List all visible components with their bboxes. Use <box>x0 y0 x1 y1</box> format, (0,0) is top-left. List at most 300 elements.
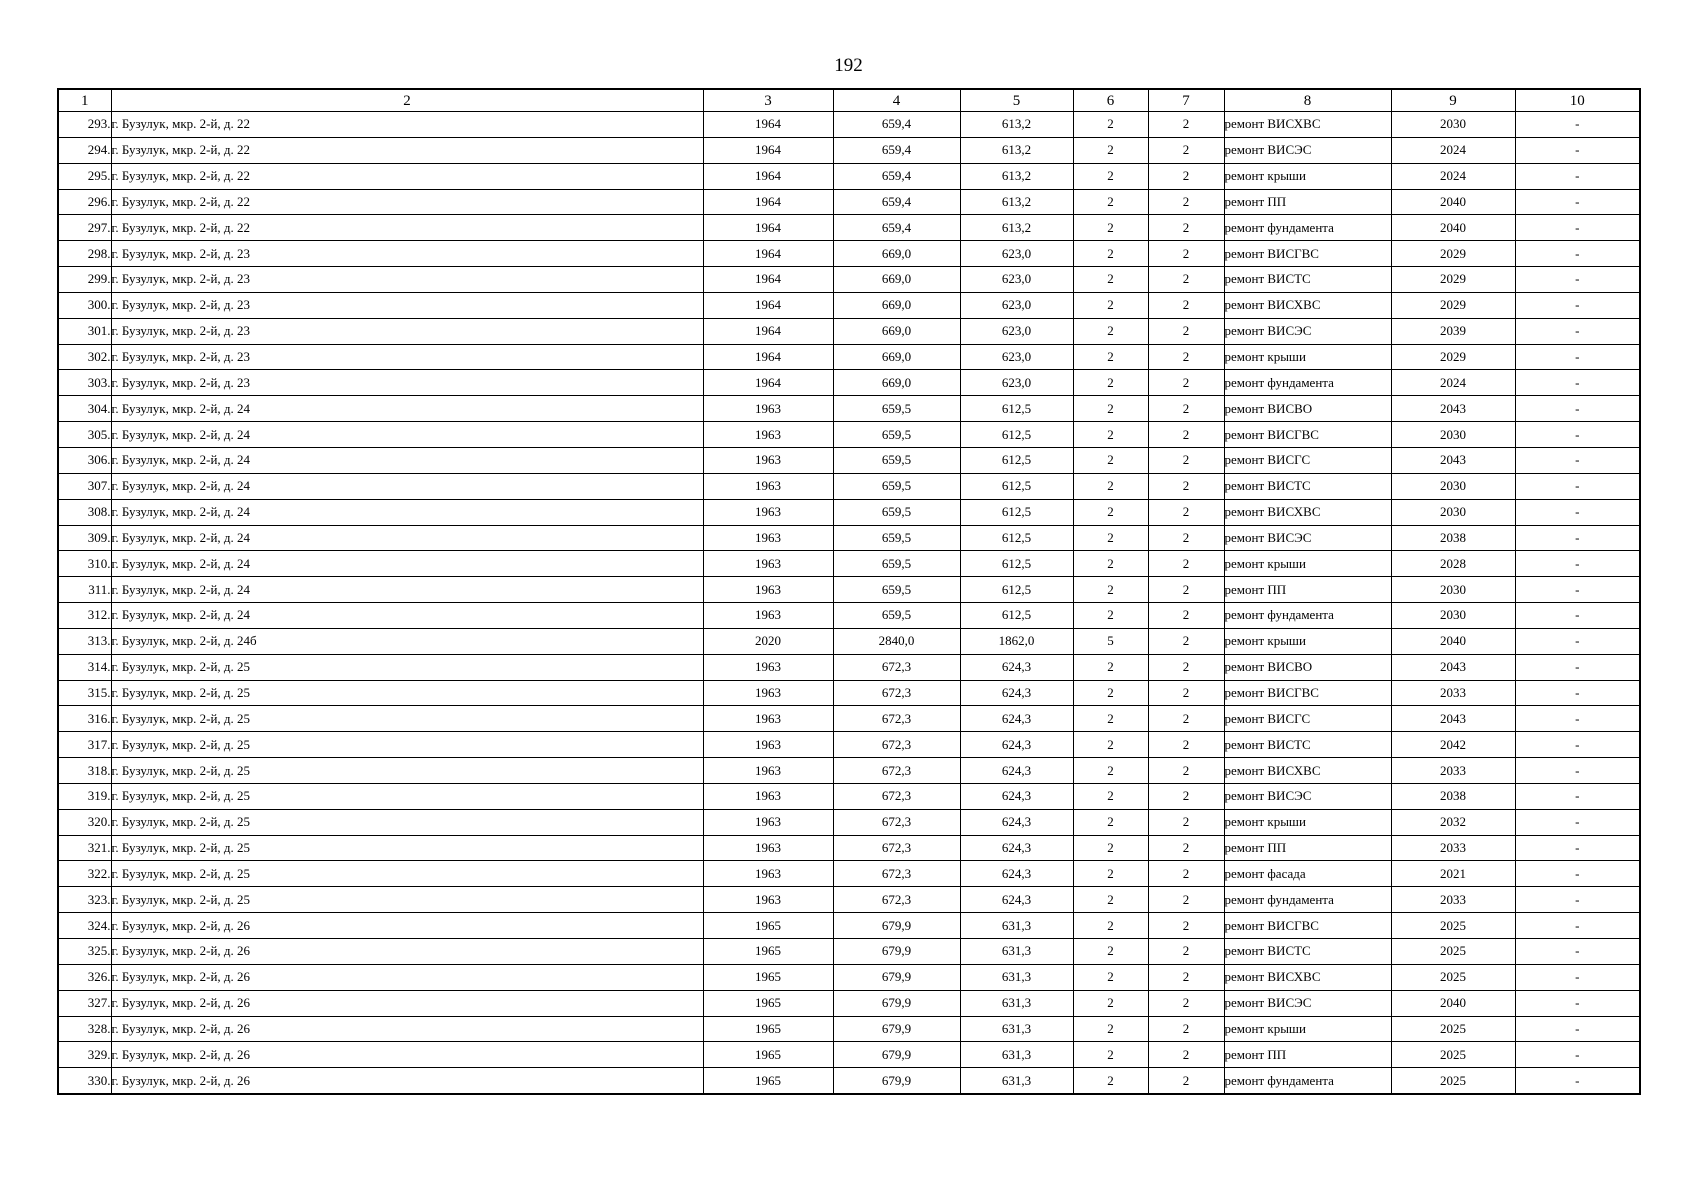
note-cell: - <box>1515 473 1640 499</box>
total-area-cell: 659,5 <box>833 603 960 629</box>
column-header: 10 <box>1515 89 1640 112</box>
address-cell: г. Бузулук, мкр. 2-й, д. 23 <box>111 267 703 293</box>
address-cell: г. Бузулук, мкр. 2-й, д. 24 <box>111 603 703 629</box>
build-year-cell: 1964 <box>703 370 833 396</box>
note-cell: - <box>1515 1068 1640 1094</box>
note-cell: - <box>1515 318 1640 344</box>
build-year-cell: 1964 <box>703 241 833 267</box>
living-area-cell: 631,3 <box>960 1016 1073 1042</box>
total-area-cell: 669,0 <box>833 292 960 318</box>
work-type-cell: ремонт крыши <box>1224 551 1391 577</box>
planned-year-cell: 2025 <box>1391 964 1515 990</box>
work-type-cell: ремонт ВИСЭС <box>1224 318 1391 344</box>
note-cell: - <box>1515 163 1640 189</box>
build-year-cell: 1963 <box>703 447 833 473</box>
entrances-cell: 2 <box>1148 783 1224 809</box>
planned-year-cell: 2033 <box>1391 887 1515 913</box>
living-area-cell: 624,3 <box>960 758 1073 784</box>
address-cell: г. Бузулук, мкр. 2-й, д. 26 <box>111 1068 703 1094</box>
work-type-cell: ремонт фундамента <box>1224 1068 1391 1094</box>
living-area-cell: 612,5 <box>960 447 1073 473</box>
row-number-cell: 325. <box>58 939 111 965</box>
work-type-cell: ремонт ВИСЭС <box>1224 990 1391 1016</box>
entrances-cell: 2 <box>1148 137 1224 163</box>
floors-cell: 2 <box>1073 163 1148 189</box>
total-area-cell: 672,3 <box>833 732 960 758</box>
total-area-cell: 672,3 <box>833 835 960 861</box>
row-number-cell: 323. <box>58 887 111 913</box>
row-number-cell: 316. <box>58 706 111 732</box>
row-number-cell: 297. <box>58 215 111 241</box>
address-cell: г. Бузулук, мкр. 2-й, д. 26 <box>111 1042 703 1068</box>
table-row <box>58 473 1640 499</box>
build-year-cell: 1965 <box>703 964 833 990</box>
build-year-cell: 1963 <box>703 499 833 525</box>
floors-cell: 2 <box>1073 654 1148 680</box>
row-number-cell: 307. <box>58 473 111 499</box>
row-number-cell: 306. <box>58 447 111 473</box>
table-row <box>58 215 1640 241</box>
living-area-cell: 631,3 <box>960 1068 1073 1094</box>
total-area-cell: 672,3 <box>833 783 960 809</box>
floors-cell: 2 <box>1073 473 1148 499</box>
build-year-cell: 1963 <box>703 835 833 861</box>
table-row <box>58 732 1640 758</box>
planned-year-cell: 2043 <box>1391 706 1515 732</box>
address-cell: г. Бузулук, мкр. 2-й, д. 23 <box>111 318 703 344</box>
floors-cell: 2 <box>1073 137 1148 163</box>
note-cell: - <box>1515 525 1640 551</box>
floors-cell: 2 <box>1073 499 1148 525</box>
living-area-cell: 613,2 <box>960 163 1073 189</box>
planned-year-cell: 2024 <box>1391 370 1515 396</box>
address-cell: г. Бузулук, мкр. 2-й, д. 26 <box>111 939 703 965</box>
work-type-cell: ремонт ВИСХВС <box>1224 499 1391 525</box>
planned-year-cell: 2040 <box>1391 628 1515 654</box>
total-area-cell: 669,0 <box>833 241 960 267</box>
planned-year-cell: 2030 <box>1391 577 1515 603</box>
work-type-cell: ремонт ВИСЭС <box>1224 525 1391 551</box>
total-area-cell: 672,3 <box>833 680 960 706</box>
row-number-cell: 298. <box>58 241 111 267</box>
entrances-cell: 2 <box>1148 913 1224 939</box>
address-cell: г. Бузулук, мкр. 2-й, д. 24 <box>111 473 703 499</box>
planned-year-cell: 2029 <box>1391 241 1515 267</box>
build-year-cell: 1964 <box>703 215 833 241</box>
repair-schedule-table <box>57 88 1641 1095</box>
work-type-cell: ремонт ВИСЭС <box>1224 137 1391 163</box>
row-number-cell: 328. <box>58 1016 111 1042</box>
column-header: 9 <box>1391 89 1515 112</box>
floors-cell: 2 <box>1073 215 1148 241</box>
living-area-cell: 624,3 <box>960 732 1073 758</box>
table-row <box>58 603 1640 629</box>
planned-year-cell: 2029 <box>1391 267 1515 293</box>
entrances-cell: 2 <box>1148 499 1224 525</box>
column-number-row <box>58 89 1640 112</box>
table-row <box>58 267 1640 293</box>
address-cell: г. Бузулук, мкр. 2-й, д. 24 <box>111 447 703 473</box>
row-number-cell: 309. <box>58 525 111 551</box>
entrances-cell: 2 <box>1148 939 1224 965</box>
note-cell: - <box>1515 241 1640 267</box>
living-area-cell: 612,5 <box>960 499 1073 525</box>
planned-year-cell: 2032 <box>1391 809 1515 835</box>
total-area-cell: 659,4 <box>833 137 960 163</box>
build-year-cell: 1963 <box>703 680 833 706</box>
total-area-cell: 679,9 <box>833 1016 960 1042</box>
build-year-cell: 1964 <box>703 318 833 344</box>
build-year-cell: 1963 <box>703 525 833 551</box>
work-type-cell: ремонт ВИСТС <box>1224 732 1391 758</box>
table-row <box>58 422 1640 448</box>
floors-cell: 2 <box>1073 887 1148 913</box>
total-area-cell: 2840,0 <box>833 628 960 654</box>
row-number-cell: 296. <box>58 189 111 215</box>
floors-cell: 2 <box>1073 861 1148 887</box>
address-cell: г. Бузулук, мкр. 2-й, д. 26 <box>111 1016 703 1042</box>
table-row <box>58 654 1640 680</box>
floors-cell: 2 <box>1073 525 1148 551</box>
build-year-cell: 1965 <box>703 1016 833 1042</box>
total-area-cell: 679,9 <box>833 913 960 939</box>
note-cell: - <box>1515 654 1640 680</box>
note-cell: - <box>1515 861 1640 887</box>
total-area-cell: 669,0 <box>833 370 960 396</box>
total-area-cell: 659,5 <box>833 525 960 551</box>
entrances-cell: 2 <box>1148 292 1224 318</box>
total-area-cell: 659,5 <box>833 551 960 577</box>
work-type-cell: ремонт ВИСВО <box>1224 654 1391 680</box>
table-row <box>58 809 1640 835</box>
row-number-cell: 304. <box>58 396 111 422</box>
total-area-cell: 679,9 <box>833 990 960 1016</box>
build-year-cell: 1964 <box>703 112 833 138</box>
living-area-cell: 624,3 <box>960 706 1073 732</box>
row-number-cell: 326. <box>58 964 111 990</box>
note-cell: - <box>1515 137 1640 163</box>
note-cell: - <box>1515 913 1640 939</box>
planned-year-cell: 2040 <box>1391 990 1515 1016</box>
build-year-cell: 1963 <box>703 577 833 603</box>
floors-cell: 2 <box>1073 990 1148 1016</box>
build-year-cell: 1964 <box>703 267 833 293</box>
entrances-cell: 2 <box>1148 861 1224 887</box>
living-area-cell: 612,5 <box>960 551 1073 577</box>
work-type-cell: ремонт фундамента <box>1224 603 1391 629</box>
address-cell: г. Бузулук, мкр. 2-й, д. 26 <box>111 990 703 1016</box>
planned-year-cell: 2040 <box>1391 215 1515 241</box>
living-area-cell: 624,3 <box>960 809 1073 835</box>
table-row <box>58 706 1640 732</box>
note-cell: - <box>1515 783 1640 809</box>
entrances-cell: 2 <box>1148 732 1224 758</box>
build-year-cell: 1965 <box>703 1068 833 1094</box>
table-row <box>58 344 1640 370</box>
work-type-cell: ремонт крыши <box>1224 1016 1391 1042</box>
total-area-cell: 659,4 <box>833 215 960 241</box>
floors-cell: 2 <box>1073 344 1148 370</box>
entrances-cell: 2 <box>1148 680 1224 706</box>
living-area-cell: 624,3 <box>960 783 1073 809</box>
total-area-cell: 672,3 <box>833 706 960 732</box>
planned-year-cell: 2030 <box>1391 422 1515 448</box>
entrances-cell: 2 <box>1148 654 1224 680</box>
address-cell: г. Бузулук, мкр. 2-й, д. 25 <box>111 758 703 784</box>
note-cell: - <box>1515 112 1640 138</box>
planned-year-cell: 2033 <box>1391 835 1515 861</box>
address-cell: г. Бузулук, мкр. 2-й, д. 23 <box>111 292 703 318</box>
table-row <box>58 680 1640 706</box>
column-header: 6 <box>1073 89 1148 112</box>
floors-cell: 2 <box>1073 964 1148 990</box>
floors-cell: 2 <box>1073 809 1148 835</box>
work-type-cell: ремонт ВИСХВС <box>1224 292 1391 318</box>
floors-cell: 2 <box>1073 447 1148 473</box>
floors-cell: 2 <box>1073 189 1148 215</box>
table-row <box>58 241 1640 267</box>
note-cell: - <box>1515 809 1640 835</box>
planned-year-cell: 2030 <box>1391 473 1515 499</box>
planned-year-cell: 2024 <box>1391 137 1515 163</box>
address-cell: г. Бузулук, мкр. 2-й, д. 24 <box>111 577 703 603</box>
table-body <box>58 112 1640 1095</box>
work-type-cell: ремонт фундамента <box>1224 370 1391 396</box>
row-number-cell: 324. <box>58 913 111 939</box>
work-type-cell: ремонт крыши <box>1224 344 1391 370</box>
total-area-cell: 669,0 <box>833 267 960 293</box>
floors-cell: 2 <box>1073 577 1148 603</box>
floors-cell: 2 <box>1073 422 1148 448</box>
build-year-cell: 1964 <box>703 137 833 163</box>
entrances-cell: 2 <box>1148 603 1224 629</box>
note-cell: - <box>1515 603 1640 629</box>
row-number-cell: 303. <box>58 370 111 396</box>
note-cell: - <box>1515 267 1640 293</box>
total-area-cell: 659,4 <box>833 112 960 138</box>
address-cell: г. Бузулук, мкр. 2-й, д. 22 <box>111 189 703 215</box>
living-area-cell: 624,3 <box>960 861 1073 887</box>
table-row <box>58 292 1640 318</box>
note-cell: - <box>1515 292 1640 318</box>
planned-year-cell: 2029 <box>1391 292 1515 318</box>
row-number-cell: 319. <box>58 783 111 809</box>
note-cell: - <box>1515 835 1640 861</box>
floors-cell: 2 <box>1073 758 1148 784</box>
address-cell: г. Бузулук, мкр. 2-й, д. 25 <box>111 654 703 680</box>
floors-cell: 2 <box>1073 292 1148 318</box>
build-year-cell: 2020 <box>703 628 833 654</box>
note-cell: - <box>1515 758 1640 784</box>
floors-cell: 2 <box>1073 241 1148 267</box>
entrances-cell: 2 <box>1148 551 1224 577</box>
total-area-cell: 672,3 <box>833 887 960 913</box>
build-year-cell: 1963 <box>703 861 833 887</box>
planned-year-cell: 2025 <box>1391 913 1515 939</box>
planned-year-cell: 2021 <box>1391 861 1515 887</box>
living-area-cell: 624,3 <box>960 654 1073 680</box>
row-number-cell: 312. <box>58 603 111 629</box>
table-row <box>58 835 1640 861</box>
address-cell: г. Бузулук, мкр. 2-й, д. 25 <box>111 861 703 887</box>
living-area-cell: 631,3 <box>960 939 1073 965</box>
address-cell: г. Бузулук, мкр. 2-й, д. 24 <box>111 422 703 448</box>
work-type-cell: ремонт ВИСТС <box>1224 939 1391 965</box>
planned-year-cell: 2024 <box>1391 163 1515 189</box>
work-type-cell: ремонт ВИСГВС <box>1224 913 1391 939</box>
total-area-cell: 659,5 <box>833 422 960 448</box>
note-cell: - <box>1515 447 1640 473</box>
total-area-cell: 659,5 <box>833 577 960 603</box>
address-cell: г. Бузулук, мкр. 2-й, д. 26 <box>111 964 703 990</box>
living-area-cell: 612,5 <box>960 577 1073 603</box>
living-area-cell: 613,2 <box>960 189 1073 215</box>
entrances-cell: 2 <box>1148 1068 1224 1094</box>
build-year-cell: 1963 <box>703 783 833 809</box>
work-type-cell: ремонт ВИСТС <box>1224 267 1391 293</box>
entrances-cell: 2 <box>1148 990 1224 1016</box>
floors-cell: 2 <box>1073 603 1148 629</box>
table-row <box>58 189 1640 215</box>
living-area-cell: 623,0 <box>960 292 1073 318</box>
table-row <box>58 112 1640 138</box>
total-area-cell: 669,0 <box>833 318 960 344</box>
row-number-cell: 320. <box>58 809 111 835</box>
row-number-cell: 329. <box>58 1042 111 1068</box>
column-header: 5 <box>960 89 1073 112</box>
row-number-cell: 322. <box>58 861 111 887</box>
table-row <box>58 1068 1640 1094</box>
note-cell: - <box>1515 1042 1640 1068</box>
table-row <box>58 887 1640 913</box>
row-number-cell: 301. <box>58 318 111 344</box>
living-area-cell: 613,2 <box>960 215 1073 241</box>
total-area-cell: 659,5 <box>833 396 960 422</box>
work-type-cell: ремонт фундамента <box>1224 215 1391 241</box>
floors-cell: 2 <box>1073 835 1148 861</box>
note-cell: - <box>1515 1016 1640 1042</box>
planned-year-cell: 2025 <box>1391 1016 1515 1042</box>
total-area-cell: 672,3 <box>833 758 960 784</box>
floors-cell: 2 <box>1073 1016 1148 1042</box>
entrances-cell: 2 <box>1148 189 1224 215</box>
entrances-cell: 2 <box>1148 215 1224 241</box>
address-cell: г. Бузулук, мкр. 2-й, д. 25 <box>111 809 703 835</box>
address-cell: г. Бузулук, мкр. 2-й, д. 24 <box>111 551 703 577</box>
address-cell: г. Бузулук, мкр. 2-й, д. 22 <box>111 215 703 241</box>
floors-cell: 2 <box>1073 680 1148 706</box>
floors-cell: 2 <box>1073 318 1148 344</box>
planned-year-cell: 2033 <box>1391 680 1515 706</box>
address-cell: г. Бузулук, мкр. 2-й, д. 25 <box>111 887 703 913</box>
address-cell: г. Бузулук, мкр. 2-й, д. 24б <box>111 628 703 654</box>
total-area-cell: 669,0 <box>833 344 960 370</box>
build-year-cell: 1965 <box>703 939 833 965</box>
living-area-cell: 623,0 <box>960 344 1073 370</box>
build-year-cell: 1963 <box>703 706 833 732</box>
living-area-cell: 612,5 <box>960 473 1073 499</box>
planned-year-cell: 2039 <box>1391 318 1515 344</box>
row-number-cell: 293. <box>58 112 111 138</box>
floors-cell: 2 <box>1073 267 1148 293</box>
note-cell: - <box>1515 964 1640 990</box>
work-type-cell: ремонт ВИСГС <box>1224 706 1391 732</box>
entrances-cell: 2 <box>1148 1016 1224 1042</box>
table-row <box>58 964 1640 990</box>
row-number-cell: 314. <box>58 654 111 680</box>
entrances-cell: 2 <box>1148 422 1224 448</box>
note-cell: - <box>1515 422 1640 448</box>
work-type-cell: ремонт крыши <box>1224 809 1391 835</box>
planned-year-cell: 2029 <box>1391 344 1515 370</box>
address-cell: г. Бузулук, мкр. 2-й, д. 24 <box>111 499 703 525</box>
table-row <box>58 628 1640 654</box>
build-year-cell: 1964 <box>703 163 833 189</box>
entrances-cell: 2 <box>1148 473 1224 499</box>
entrances-cell: 2 <box>1148 706 1224 732</box>
table-row <box>58 783 1640 809</box>
row-number-cell: 310. <box>58 551 111 577</box>
build-year-cell: 1963 <box>703 758 833 784</box>
note-cell: - <box>1515 344 1640 370</box>
planned-year-cell: 2030 <box>1391 603 1515 629</box>
planned-year-cell: 2033 <box>1391 758 1515 784</box>
living-area-cell: 1862,0 <box>960 628 1073 654</box>
total-area-cell: 659,4 <box>833 189 960 215</box>
build-year-cell: 1963 <box>703 396 833 422</box>
entrances-cell: 2 <box>1148 163 1224 189</box>
entrances-cell: 2 <box>1148 628 1224 654</box>
total-area-cell: 659,5 <box>833 499 960 525</box>
floors-cell: 2 <box>1073 783 1148 809</box>
living-area-cell: 612,5 <box>960 525 1073 551</box>
planned-year-cell: 2025 <box>1391 939 1515 965</box>
build-year-cell: 1965 <box>703 913 833 939</box>
planned-year-cell: 2030 <box>1391 112 1515 138</box>
work-type-cell: ремонт ВИСХВС <box>1224 112 1391 138</box>
note-cell: - <box>1515 939 1640 965</box>
table-row <box>58 577 1640 603</box>
table-row <box>58 163 1640 189</box>
total-area-cell: 659,4 <box>833 163 960 189</box>
entrances-cell: 2 <box>1148 577 1224 603</box>
column-header: 1 <box>58 89 111 112</box>
work-type-cell: ремонт ВИСХВС <box>1224 758 1391 784</box>
living-area-cell: 631,3 <box>960 990 1073 1016</box>
table-row <box>58 939 1640 965</box>
note-cell: - <box>1515 706 1640 732</box>
table-row <box>58 370 1640 396</box>
column-header: 2 <box>111 89 703 112</box>
total-area-cell: 679,9 <box>833 1042 960 1068</box>
note-cell: - <box>1515 499 1640 525</box>
work-type-cell: ремонт ПП <box>1224 189 1391 215</box>
floors-cell: 2 <box>1073 551 1148 577</box>
address-cell: г. Бузулук, мкр. 2-й, д. 24 <box>111 396 703 422</box>
build-year-cell: 1963 <box>703 473 833 499</box>
living-area-cell: 612,5 <box>960 603 1073 629</box>
row-number-cell: 302. <box>58 344 111 370</box>
build-year-cell: 1963 <box>703 603 833 629</box>
entrances-cell: 2 <box>1148 267 1224 293</box>
column-header: 8 <box>1224 89 1391 112</box>
entrances-cell: 2 <box>1148 809 1224 835</box>
work-type-cell: ремонт ВИСГС <box>1224 447 1391 473</box>
page-number: 192 <box>834 55 863 76</box>
work-type-cell: ремонт крыши <box>1224 163 1391 189</box>
work-type-cell: ремонт ВИСГВС <box>1224 241 1391 267</box>
floors-cell: 2 <box>1073 939 1148 965</box>
